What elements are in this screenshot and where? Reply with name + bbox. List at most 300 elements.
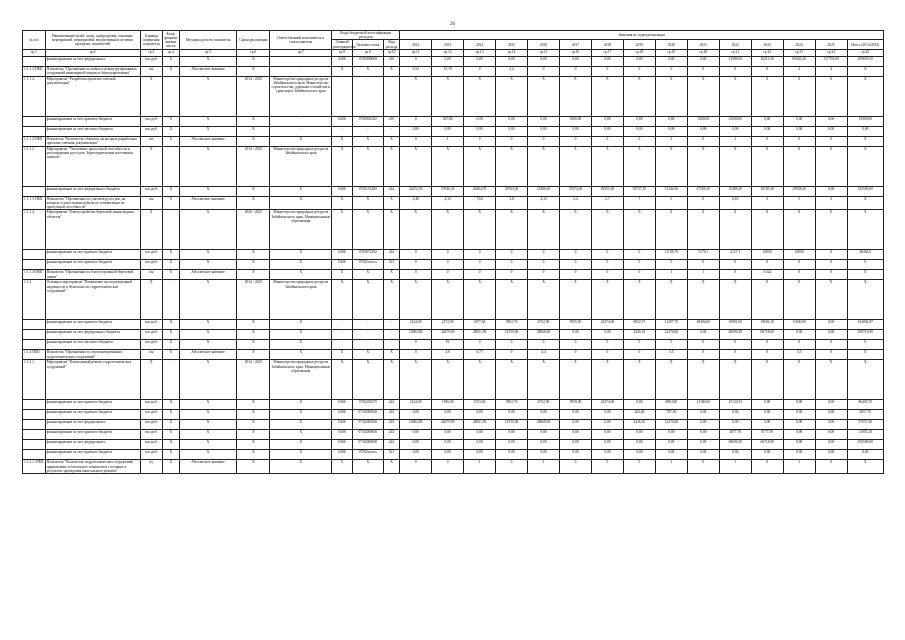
row-year-value: 0,00 (464, 126, 496, 136)
row-weight: X (163, 186, 179, 196)
row-year-value: X (655, 76, 687, 116)
row-period: X (237, 410, 270, 420)
row-year-value: 0,00 (496, 410, 528, 420)
row-year-value: 0,00 (783, 450, 815, 460)
row-period: X (237, 460, 270, 474)
row-article: - (352, 330, 383, 340)
column-index: гр.7 (270, 49, 332, 56)
header-year: 2021 (687, 40, 719, 49)
header-unit: Единица измерения показателя (140, 31, 163, 50)
row-weight: X (163, 136, 179, 146)
table-row (23, 410, 884, 420)
table-row (23, 280, 884, 320)
row-year-value: 0,00 (655, 450, 687, 460)
header-year: 2025 (815, 40, 847, 49)
row-responsible: Министерство природных ресурсов Забайкальского края. Министерство строительства, дорожного хозяйства и транспорта Забайкальского края (270, 76, 332, 116)
row-year-value: X (591, 76, 623, 116)
row-year-value: 0 (623, 66, 655, 76)
table-row (23, 270, 884, 280)
row-weight: X (163, 250, 179, 260)
row-year-value: X (655, 360, 687, 400)
column-index: гр.4 (163, 49, 179, 56)
column-index: гр.12 (432, 49, 464, 56)
row-year-value: 13,19 (432, 66, 464, 76)
row-year-value: 28068,00 (528, 420, 560, 430)
row-year-value: 14750,00 (496, 420, 528, 430)
table-row (23, 196, 884, 210)
row-year-value: X (432, 146, 464, 186)
row-year-value: X (400, 146, 432, 186)
row-year-value: X (655, 210, 687, 250)
column-index: гр.20 (687, 49, 719, 56)
row-unit: X (140, 360, 163, 400)
table-row (23, 56, 884, 66)
header-years-group: Значения по годам реализации (400, 31, 884, 40)
row-article: 07302R0160 (352, 420, 383, 430)
row-year-value: 0,00 (687, 420, 719, 430)
row-article: - (352, 340, 383, 350)
page-number: 26 (450, 22, 455, 27)
row-year-value: X (591, 360, 623, 400)
row-weight: X (163, 260, 179, 270)
row-responsible: X (270, 320, 332, 330)
row-year-value: X (400, 76, 432, 116)
row-year-value: 0,00 (560, 420, 592, 430)
row-year-value: 11650,00 (783, 320, 815, 330)
row-method: Абсолютное значение (179, 270, 237, 280)
row-year-value: 0 (464, 136, 496, 146)
column-index: гр.16 (560, 49, 592, 56)
row-year-value: X (687, 360, 719, 400)
row-year-value: 0 (815, 270, 847, 280)
row-method: X (179, 320, 237, 330)
row-year-value: 37674,30 (560, 186, 592, 196)
row-weight: X (163, 460, 179, 474)
row-year-value: X (400, 280, 432, 320)
row-method: X (179, 430, 237, 440)
row-article: X (352, 270, 383, 280)
row-year-value: 0,00 (687, 450, 719, 460)
row-year-value: 10195,30 (751, 186, 783, 196)
row-year-value: X (751, 146, 783, 186)
row-year-value: 1 (719, 460, 751, 474)
row-weight: X (163, 270, 179, 280)
row-year-value: X (528, 76, 560, 116)
row-unit: тыс.руб. (140, 116, 163, 126)
row-expense-type: X (383, 270, 399, 280)
row-year-value: X (719, 76, 751, 116)
row-year-value: 0,00 (751, 420, 783, 430)
row-year-value: 29353,30 (591, 186, 623, 196)
table-row (23, 76, 884, 116)
row-year-value: X (591, 210, 623, 250)
row-year-value: X (560, 210, 592, 250)
row-year-value: 0 (432, 250, 464, 260)
row-expense-type: 243 (383, 410, 399, 420)
row-name: финансирование за счет федерального (45, 56, 140, 66)
row-year-value: 7863,70 (496, 320, 528, 330)
row-year-value: 44479,90 (432, 420, 464, 430)
row-year-value: 0,00 (528, 56, 560, 66)
table-row (23, 66, 884, 76)
row-year-value: 0,00 (815, 186, 847, 196)
row-year-value: 6732,50 (528, 320, 560, 330)
row-year-value: 0 (400, 460, 432, 474)
row-year-value: 2172,00 (432, 320, 464, 330)
row-grbs: - (332, 340, 353, 350)
row-year-value: 5955,50 (560, 320, 592, 330)
header-budget-codes: Коды бюджетной классификации расходов (332, 31, 400, 40)
row-name: финансирование за счет краевого бюджета (45, 116, 140, 126)
row-grbs: - (332, 76, 353, 116)
row-expense-type: - (383, 320, 399, 330)
row-year-value: 0,00 (560, 56, 592, 66)
row-year-value: 0 (528, 250, 560, 260)
row-method: Абсолютное значение (179, 350, 237, 360)
row-article: 07302R0650 (352, 440, 383, 450)
header-weight: Коэф. фициент значим. ности (164, 31, 178, 49)
row-method: Абсолютное значение (179, 136, 237, 146)
row-year-value: 0,00 (591, 56, 623, 66)
row-year-value: 0 (432, 260, 464, 270)
row-number (23, 116, 46, 126)
row-method: X (179, 56, 237, 66)
header-period: Сроки реализации (237, 31, 270, 50)
row-expense-type: 243 (383, 430, 399, 440)
row-year-value: 5500,00 (560, 116, 592, 126)
row-method: X (179, 116, 237, 126)
row-total: 105509,00 (847, 440, 883, 450)
row-year-value: 0 (751, 460, 783, 474)
row-year-value: 0,00 (528, 126, 560, 136)
row-article: 0730000000 (352, 56, 383, 66)
column-index: гр.8 (332, 49, 353, 56)
row-year-value: 10000 (751, 250, 783, 260)
row-method: Абсолютное значение (179, 460, 237, 474)
table-row (23, 400, 884, 410)
row-year-value: 0,00 (464, 440, 496, 450)
row-year-value: 1 (464, 460, 496, 474)
row-year-value: 0,00 (783, 126, 815, 136)
row-year-value: 0 (496, 350, 528, 360)
row-name: финансирование за счет краевого бюджета (45, 250, 140, 260)
row-year-value: 0,00 (560, 430, 592, 440)
row-total: X (847, 196, 883, 210)
row-article: - (352, 320, 383, 330)
row-period: X (237, 340, 270, 350)
row-year-value: 5950,00 (560, 400, 592, 410)
row-number: 1.1.1.3-ПМ1 (23, 66, 46, 76)
row-year-value: 0,00 (528, 440, 560, 450)
row-year-value: 7,64 (464, 196, 496, 210)
row-year-value: 2,2 (496, 66, 528, 76)
row-year-value: 0 (687, 66, 719, 76)
row-grbs: 0406 (332, 400, 353, 410)
row-unit: тыс.руб. (140, 260, 163, 270)
row-total: X (847, 136, 883, 146)
row-responsible: - (270, 126, 332, 136)
row-unit: тыс.руб. (140, 186, 163, 196)
row-year-value: 0 (560, 270, 592, 280)
row-year-value: 11158,70 (655, 250, 687, 260)
row-year-value: 10213,30 (751, 56, 783, 66)
row-year-value: 0 (560, 350, 592, 360)
row-period: X (237, 250, 270, 260)
row-weight: X (163, 430, 179, 440)
row-year-value: X (591, 146, 623, 186)
table-body (23, 56, 884, 473)
row-number: 1.1.2-ПМ1 (23, 350, 46, 360)
row-name: финансирование за счет федерального (45, 440, 140, 450)
row-number: 1.1.1.2-ПМ1 (23, 136, 46, 146)
row-period: X (237, 430, 270, 440)
row-year-value: 0 (528, 270, 560, 280)
row-year-value: 688,540 (655, 400, 687, 410)
row-year-value: 0 (623, 460, 655, 474)
row-year-value: 28051,90 (464, 330, 496, 340)
row-year-value: 0,00 (528, 430, 560, 440)
row-year-value: 0,00 (496, 450, 528, 460)
row-year-value: 0 (560, 136, 592, 146)
row-year-value: 0,00 (432, 56, 464, 66)
row-grbs: 0406 (332, 440, 353, 450)
row-year-value: 0 (464, 340, 496, 350)
row-year-value: 3,48 (400, 196, 432, 210)
row-year-value: 0,00 (655, 56, 687, 66)
row-name: Показатель "Протяженность отремонтированных гидротехнических сооружений" (45, 350, 140, 360)
row-unit: км (140, 270, 163, 280)
row-number (23, 410, 46, 420)
row-year-value: 0,00 (528, 116, 560, 126)
row-method: X (179, 210, 237, 250)
row-weight: - (163, 280, 179, 320)
row-year-value: X (528, 280, 560, 320)
table-row (23, 450, 884, 460)
row-year-value: 0 (496, 260, 528, 270)
row-method: X (179, 76, 237, 116)
row-year-value: 0,00 (815, 400, 847, 410)
row-grbs: X (332, 460, 353, 474)
row-year-value: 6,77 (464, 350, 496, 360)
column-index: гр.2 (45, 49, 140, 56)
row-year-value: X (783, 360, 815, 400)
row-responsible: X (270, 420, 332, 430)
row-year-value: X (464, 360, 496, 400)
row-year-value: 0,00 (591, 420, 623, 430)
row-grbs: X (332, 270, 353, 280)
row-name: финансирование за счет федерального бюджета (45, 186, 140, 196)
row-responsible: Министерство природных ресурсов Забайкальского края. Муниципальные образования (270, 210, 332, 250)
row-year-value: 0,00 (591, 126, 623, 136)
row-year-value: 0,00 (719, 420, 751, 430)
row-number (23, 56, 46, 66)
row-total: X (847, 360, 883, 400)
row-year-value: 0 (655, 260, 687, 270)
row-article: 07302xxxxx (352, 450, 383, 460)
row-period: X (237, 330, 270, 340)
row-period: X (237, 186, 270, 196)
row-year-value: 0,00 (400, 440, 432, 450)
row-year-value: 347,80 (432, 116, 464, 126)
row-year-value: 0 (783, 136, 815, 146)
row-unit: X (140, 210, 163, 250)
row-article: X (352, 136, 383, 146)
row-year-value: X (655, 280, 687, 320)
row-year-value: 0,54 (400, 66, 432, 76)
row-period: X (237, 196, 270, 210)
row-year-value: 0,00 (751, 400, 783, 410)
table-row (23, 340, 884, 350)
row-year-value: 0 (560, 340, 592, 350)
row-responsible: X (270, 330, 332, 340)
header-year: 2012 (400, 40, 432, 49)
row-year-value: 0,00 (815, 320, 847, 330)
row-expense-type: 410 (383, 56, 399, 66)
row-expense-type: 243 (383, 420, 399, 430)
row-year-value: 0,00 (432, 430, 464, 440)
row-year-value: 2,7 (591, 196, 623, 210)
column-index: гр.21 (719, 49, 751, 56)
row-year-value: 0,00 (560, 440, 592, 450)
row-name: финансирование за счет краевого бюджета (45, 320, 140, 330)
header-total: Итого (2014-2025) (847, 40, 883, 49)
row-grbs: X (332, 350, 353, 360)
row-name: финансирование за счет федерального (45, 420, 140, 430)
row-year-value: X (687, 146, 719, 186)
row-year-value: 28690,30 (719, 330, 751, 340)
row-year-value: 0 (464, 66, 496, 76)
row-year-value: 1 (783, 460, 815, 474)
row-year-value: X (719, 360, 751, 400)
row-unit: тыс.руб. (140, 400, 163, 410)
table-header (23, 31, 884, 57)
column-index: гр.6 (237, 49, 270, 56)
row-year-value: 0 (655, 340, 687, 350)
row-responsible: X (270, 450, 332, 460)
row-year-value: 3,4 (560, 196, 592, 210)
row-year-value: 0 (560, 460, 592, 474)
row-period: X (237, 56, 270, 66)
row-responsible: X (270, 260, 332, 270)
row-method: X (179, 360, 237, 400)
row-grbs: X (332, 66, 353, 76)
row-weight: X (163, 330, 179, 340)
row-year-value: 0,00 (783, 440, 815, 450)
row-year-value: 0,00 (496, 440, 528, 450)
row-article: 0730205279 (352, 400, 383, 410)
row-name: финансирование за счет краевого бюджета (45, 260, 140, 270)
row-number (23, 320, 46, 330)
row-year-value: X (528, 360, 560, 400)
table-row (23, 136, 884, 146)
row-responsible: - (270, 116, 332, 126)
row-year-value: 0,00 (623, 450, 655, 460)
row-expense-type: X (383, 350, 399, 360)
header-grbs: Главный распорядитель (333, 40, 356, 49)
header-responsible: Ответственный исполнитель и соисполнители (270, 31, 332, 50)
row-total: 86405,70 (847, 400, 883, 410)
row-year-value: 2 (783, 66, 815, 76)
row-article: X (352, 350, 383, 360)
row-year-value: 0,00 (655, 430, 687, 440)
row-year-value: X (432, 360, 464, 400)
row-year-value: X (623, 210, 655, 250)
row-number (23, 260, 46, 270)
row-number (23, 420, 46, 430)
row-method: X (179, 400, 237, 410)
row-year-value: 2124,00 (400, 320, 432, 330)
row-year-value: 4127,1 (719, 250, 751, 260)
row-year-value: 0,00 (623, 430, 655, 440)
row-year-value: 0,00 (719, 450, 751, 460)
row-year-value: X (783, 76, 815, 116)
table-row (23, 330, 884, 340)
row-year-value: 0,522 (751, 270, 783, 280)
row-year-value: 12000,00 (719, 116, 751, 126)
row-year-value: 39737,70 (623, 186, 655, 196)
row-weight: X (163, 320, 179, 330)
row-year-value: 8052,57 (623, 320, 655, 330)
row-year-value: 14962,80 (400, 420, 432, 430)
row-method: X (179, 440, 237, 450)
row-year-value: X (623, 280, 655, 320)
row-year-value: 0,00 (687, 126, 719, 136)
table-row (23, 460, 884, 474)
row-unit: тыс.руб. (140, 340, 163, 350)
row-year-value: 19602,10 (751, 320, 783, 330)
row-year-value: 0,00 (815, 126, 847, 136)
column-index: гр.13 (464, 49, 496, 56)
row-year-value: 0,00 (432, 440, 464, 450)
row-total: 2057,70 (847, 410, 883, 420)
row-expense-type: X (383, 136, 399, 146)
row-year-value: 0 (783, 270, 815, 280)
row-year-value: X (400, 360, 432, 400)
row-article: 07302R0650 (352, 430, 383, 440)
row-year-value: 0 (591, 260, 623, 270)
row-responsible: X (270, 410, 332, 420)
row-year-value: 0 (687, 340, 719, 350)
row-responsible: X (270, 270, 332, 280)
row-year-value: 23274,60 (591, 400, 623, 410)
row-article: 07302R0160 (352, 410, 383, 420)
row-year-value: 1 (432, 136, 464, 146)
row-year-value: 0 (623, 270, 655, 280)
row-weight: X (163, 196, 179, 210)
row-number (23, 440, 46, 450)
row-expense-type: 243 (383, 400, 399, 410)
row-year-value: 0 (400, 260, 432, 270)
table-row (23, 420, 884, 430)
row-year-value: 0 (687, 196, 719, 210)
row-year-value: 0 (623, 250, 655, 260)
row-year-value: X (591, 280, 623, 320)
row-unit: тыс.руб. (140, 56, 163, 66)
row-year-value: 0,00 (783, 330, 815, 340)
row-year-value: 0,00 (815, 330, 847, 340)
column-index: гр.24 (815, 49, 847, 56)
row-year-value: 0 (751, 350, 783, 360)
row-year-value: X (751, 280, 783, 320)
row-article: 0730004102 (352, 116, 383, 126)
row-responsible: X (270, 340, 332, 350)
row-number (23, 400, 46, 410)
row-expense-type: 521 (383, 260, 399, 270)
row-name: финансирование за счет краевого бюджета (45, 410, 140, 420)
row-weight: - (163, 146, 179, 186)
row-year-value: 28763,30 (496, 186, 528, 196)
row-year-value: 0,00 (432, 126, 464, 136)
